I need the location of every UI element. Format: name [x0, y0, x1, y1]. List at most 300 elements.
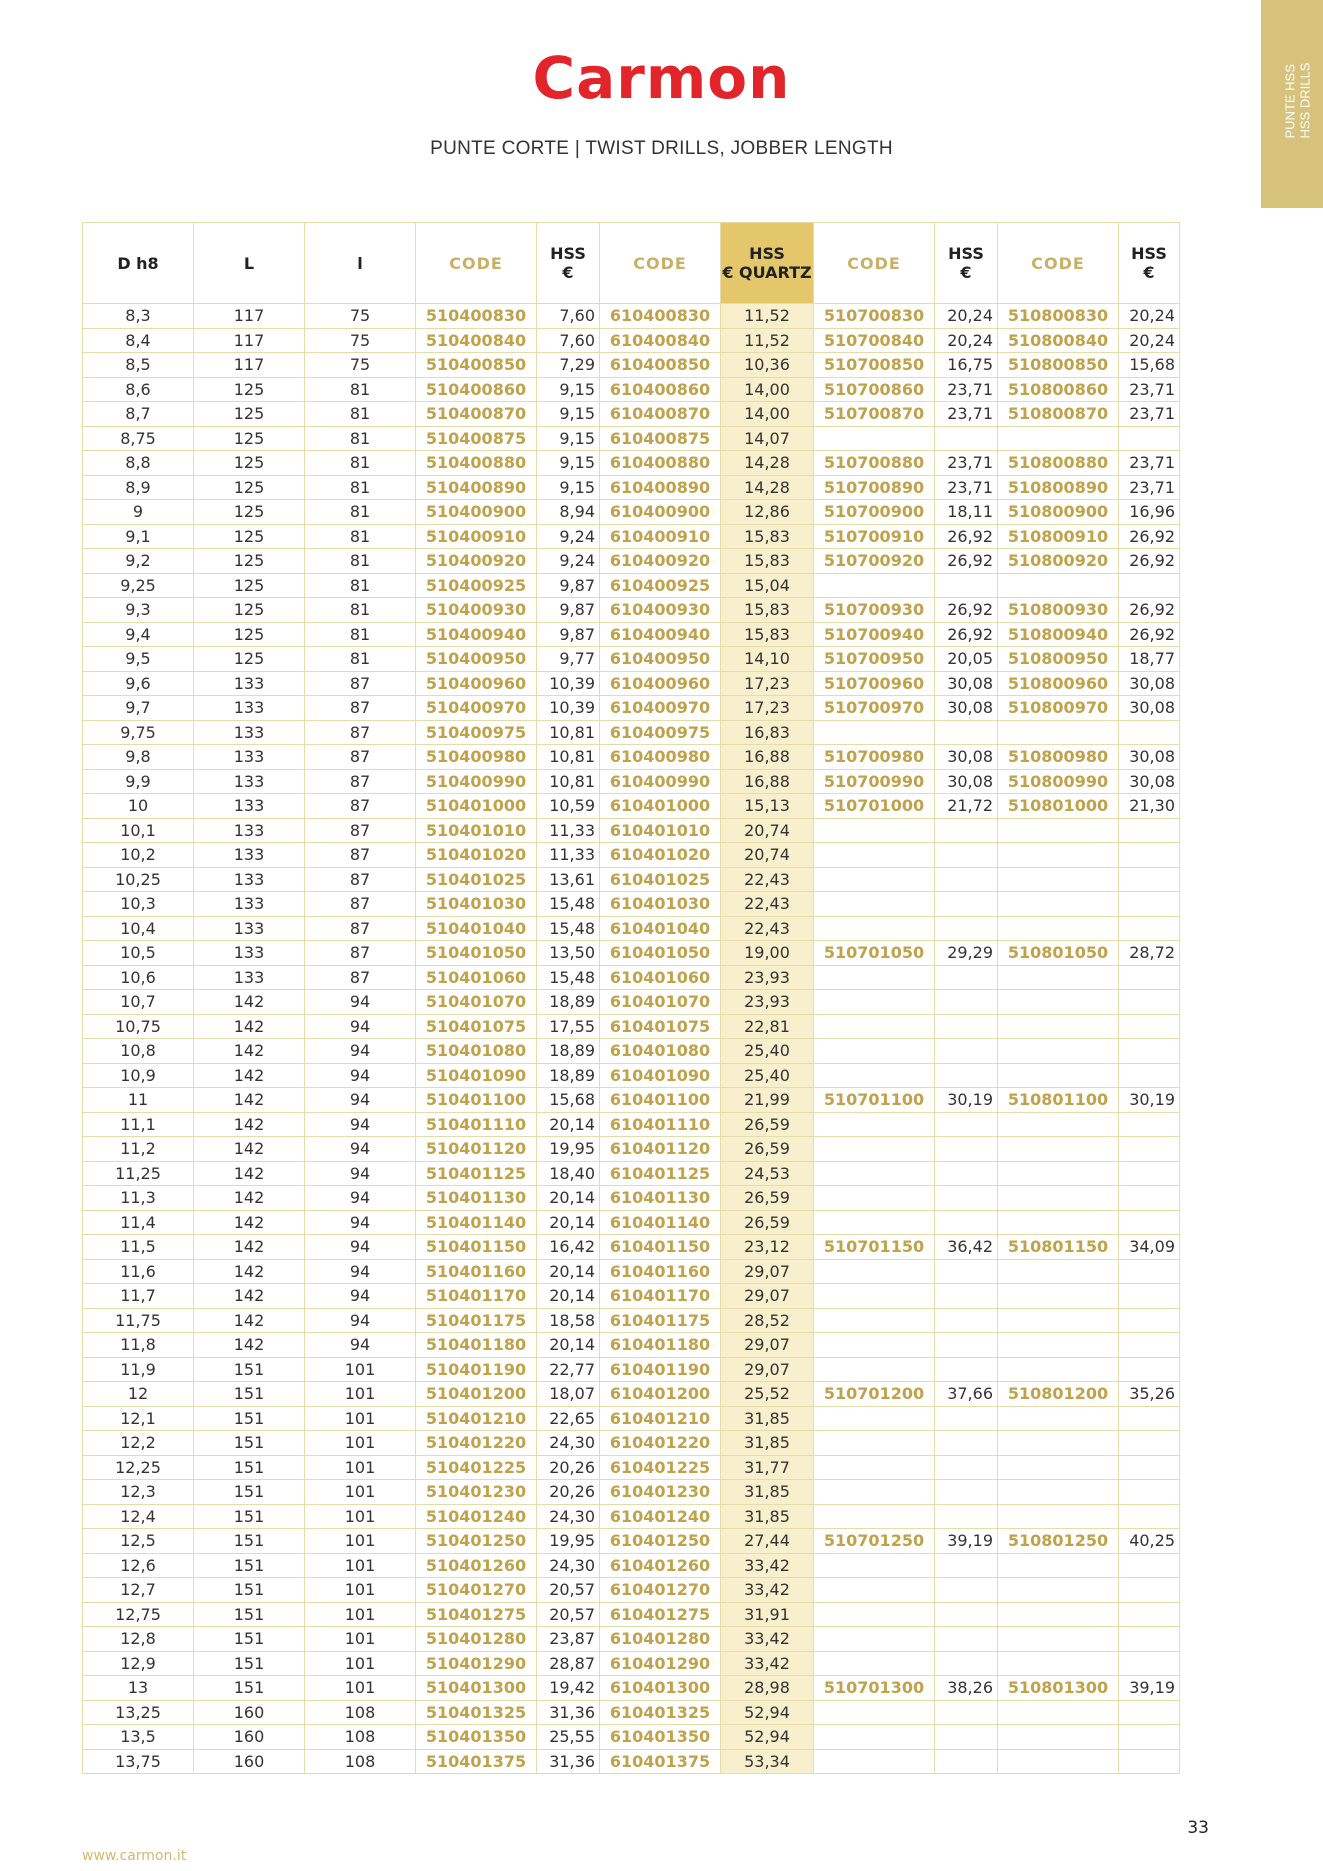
product-code-cell — [814, 1406, 935, 1431]
table-cell: 37,66 — [935, 1382, 998, 1407]
table-cell: 160 — [194, 1700, 305, 1725]
table-cell: 94 — [305, 1112, 416, 1137]
product-code-cell: 510401290 — [416, 1651, 537, 1676]
table-cell: 23,87 — [537, 1627, 600, 1652]
product-code-cell: 510701250 — [814, 1529, 935, 1554]
product-code-cell — [998, 1406, 1119, 1431]
product-code-cell: 510800850 — [998, 353, 1119, 378]
table-cell: 18,07 — [537, 1382, 600, 1407]
product-code-cell: 610400920 — [600, 549, 721, 574]
product-code-cell: 510801000 — [998, 794, 1119, 819]
product-code-cell — [814, 916, 935, 941]
column-header-line2: € QUARTZ — [722, 263, 812, 282]
table-cell: 20,24 — [935, 328, 998, 353]
table-cell: 39,19 — [935, 1529, 998, 1554]
table-cell — [1119, 1063, 1180, 1088]
table-cell: 26,59 — [721, 1210, 814, 1235]
table-cell: 8,6 — [83, 377, 194, 402]
table-cell: 23,71 — [1119, 475, 1180, 500]
table-cell: 7,60 — [537, 328, 600, 353]
table-cell: 30,08 — [1119, 671, 1180, 696]
table-row — [83, 916, 1180, 941]
column-header — [305, 223, 416, 304]
product-code-cell: 510401190 — [416, 1357, 537, 1382]
product-code-cell — [814, 1504, 935, 1529]
page-subtitle: PUNTE CORTE | TWIST DRILLS, JOBBER LENGTH — [430, 138, 893, 159]
table-cell: 94 — [305, 1088, 416, 1113]
product-code-cell: 510401070 — [416, 990, 537, 1015]
table-cell: 87 — [305, 769, 416, 794]
product-code-cell: 510700910 — [814, 524, 935, 549]
table-cell: 151 — [194, 1529, 305, 1554]
table-cell: 20,74 — [721, 818, 814, 843]
product-code-cell: 610400990 — [600, 769, 721, 794]
product-code-cell — [998, 1431, 1119, 1456]
table-cell: 9,24 — [537, 524, 600, 549]
product-code-cell — [814, 1259, 935, 1284]
table-cell: 11,9 — [83, 1357, 194, 1382]
product-code-cell: 610401175 — [600, 1308, 721, 1333]
table-cell: 9,1 — [83, 524, 194, 549]
product-code-cell: 510401075 — [416, 1014, 537, 1039]
product-code-cell: 610401150 — [600, 1235, 721, 1260]
table-cell: 75 — [305, 328, 416, 353]
table-cell: 30,08 — [1119, 769, 1180, 794]
page-number: 33 — [1187, 1818, 1209, 1838]
table-row — [83, 794, 1180, 819]
product-code-cell — [998, 843, 1119, 868]
product-code-cell: 610400930 — [600, 598, 721, 623]
table-cell: 133 — [194, 916, 305, 941]
product-code-cell — [998, 1725, 1119, 1750]
table-row — [83, 598, 1180, 623]
table-cell: 133 — [194, 696, 305, 721]
table-cell: 12,3 — [83, 1480, 194, 1505]
product-code-cell: 510400920 — [416, 549, 537, 574]
table-cell: 108 — [305, 1725, 416, 1750]
table-cell: 11,5 — [83, 1235, 194, 1260]
product-code-cell: 510401260 — [416, 1553, 537, 1578]
table-cell — [935, 1186, 998, 1211]
table-cell: 10,39 — [537, 696, 600, 721]
table-cell: 8,4 — [83, 328, 194, 353]
product-code-cell — [998, 1455, 1119, 1480]
product-code-cell — [814, 1112, 935, 1137]
table-cell: 22,77 — [537, 1357, 600, 1382]
table-cell: 35,26 — [1119, 1382, 1180, 1407]
table-cell: 151 — [194, 1578, 305, 1603]
table-cell: 29,07 — [721, 1259, 814, 1284]
product-code-cell — [814, 867, 935, 892]
table-cell: 13,25 — [83, 1700, 194, 1725]
product-code-cell: 510401200 — [416, 1382, 537, 1407]
product-code-cell: 510700990 — [814, 769, 935, 794]
table-cell: 125 — [194, 598, 305, 623]
product-code-cell — [814, 1455, 935, 1480]
table-row — [83, 1480, 1180, 1505]
table-cell: 142 — [194, 1308, 305, 1333]
table-cell: 101 — [305, 1382, 416, 1407]
product-code-cell — [998, 1039, 1119, 1064]
column-header — [83, 223, 194, 304]
table-cell: 101 — [305, 1627, 416, 1652]
table-cell: 10,39 — [537, 671, 600, 696]
table-cell: 28,52 — [721, 1308, 814, 1333]
table-row — [83, 1578, 1180, 1603]
table-row — [83, 1039, 1180, 1064]
table-cell: 94 — [305, 1210, 416, 1235]
table-cell: 12 — [83, 1382, 194, 1407]
product-code-cell — [814, 1210, 935, 1235]
column-header — [998, 223, 1119, 304]
product-code-cell: 510401080 — [416, 1039, 537, 1064]
product-code-cell: 510401040 — [416, 916, 537, 941]
product-code-cell: 510400925 — [416, 573, 537, 598]
product-code-cell: 610400840 — [600, 328, 721, 353]
table-cell — [1119, 1602, 1180, 1627]
section-tab-line2: HSS DRILLS — [1297, 62, 1313, 139]
product-code-cell: 510701300 — [814, 1676, 935, 1701]
column-header — [814, 223, 935, 304]
product-code-cell: 610400880 — [600, 451, 721, 476]
table-cell — [935, 843, 998, 868]
table-cell: 26,92 — [1119, 622, 1180, 647]
table-cell — [1119, 1627, 1180, 1652]
table-row — [83, 500, 1180, 525]
table-cell — [935, 426, 998, 451]
product-code-cell — [814, 892, 935, 917]
product-code-cell: 610400875 — [600, 426, 721, 451]
product-code-cell: 510401110 — [416, 1112, 537, 1137]
table-cell: 20,14 — [537, 1210, 600, 1235]
product-code-cell — [998, 867, 1119, 892]
table-cell: 10,75 — [83, 1014, 194, 1039]
table-cell: 94 — [305, 1161, 416, 1186]
product-code-cell — [814, 1651, 935, 1676]
product-code-cell: 610401140 — [600, 1210, 721, 1235]
product-code-cell: 610400950 — [600, 647, 721, 672]
table-cell — [1119, 1210, 1180, 1235]
table-cell: 22,43 — [721, 867, 814, 892]
table-cell — [935, 818, 998, 843]
table-cell: 101 — [305, 1553, 416, 1578]
table-cell — [1119, 1455, 1180, 1480]
table-cell: 151 — [194, 1455, 305, 1480]
column-header-line1: D h8 — [117, 253, 159, 273]
table-cell: 20,05 — [935, 647, 998, 672]
table-cell: 101 — [305, 1602, 416, 1627]
product-code-cell — [998, 1333, 1119, 1358]
product-code-cell: 510700980 — [814, 745, 935, 770]
table-cell — [1119, 1700, 1180, 1725]
table-cell: 21,99 — [721, 1088, 814, 1113]
product-code-cell: 510401175 — [416, 1308, 537, 1333]
product-code-cell: 510401090 — [416, 1063, 537, 1088]
table-cell: 125 — [194, 573, 305, 598]
table-row — [83, 1676, 1180, 1701]
product-code-cell — [814, 843, 935, 868]
table-cell — [935, 965, 998, 990]
table-cell: 33,42 — [721, 1651, 814, 1676]
table-cell: 81 — [305, 402, 416, 427]
table-cell: 9,15 — [537, 451, 600, 476]
product-code-cell — [998, 1014, 1119, 1039]
table-cell: 24,30 — [537, 1504, 600, 1529]
table-cell: 10,59 — [537, 794, 600, 819]
table-cell: 10 — [83, 794, 194, 819]
product-code-cell — [814, 1725, 935, 1750]
product-code-cell — [998, 1700, 1119, 1725]
table-cell: 151 — [194, 1382, 305, 1407]
table-cell: 11,52 — [721, 304, 814, 329]
table-cell: 9,15 — [537, 377, 600, 402]
table-cell — [1119, 1651, 1180, 1676]
table-cell: 9,6 — [83, 671, 194, 696]
product-code-cell: 510400870 — [416, 402, 537, 427]
table-cell: 22,81 — [721, 1014, 814, 1039]
table-cell: 11,8 — [83, 1333, 194, 1358]
table-cell: 31,36 — [537, 1749, 600, 1774]
table-cell: 21,72 — [935, 794, 998, 819]
table-cell — [935, 720, 998, 745]
table-cell: 18,58 — [537, 1308, 600, 1333]
table-row — [83, 990, 1180, 1015]
table-cell: 142 — [194, 1137, 305, 1162]
table-row — [83, 475, 1180, 500]
table-cell: 125 — [194, 524, 305, 549]
product-code-cell: 510401125 — [416, 1161, 537, 1186]
table-cell: 133 — [194, 843, 305, 868]
table-cell: 31,85 — [721, 1504, 814, 1529]
table-cell: 125 — [194, 622, 305, 647]
table-cell: 29,07 — [721, 1333, 814, 1358]
table-cell: 108 — [305, 1700, 416, 1725]
table-cell — [935, 1137, 998, 1162]
table-cell: 19,42 — [537, 1676, 600, 1701]
product-code-cell — [814, 1602, 935, 1627]
table-cell: 15,83 — [721, 549, 814, 574]
table-cell — [1119, 1284, 1180, 1309]
product-code-cell: 610401230 — [600, 1480, 721, 1505]
table-cell: 81 — [305, 500, 416, 525]
product-code-cell: 510701050 — [814, 941, 935, 966]
column-header-line1: CODE — [1031, 253, 1085, 273]
product-code-cell: 610401025 — [600, 867, 721, 892]
table-cell: 20,26 — [537, 1480, 600, 1505]
table-cell: 25,52 — [721, 1382, 814, 1407]
table-cell: 33,42 — [721, 1553, 814, 1578]
table-cell: 13,5 — [83, 1725, 194, 1750]
table-cell: 94 — [305, 1186, 416, 1211]
table-cell: 101 — [305, 1431, 416, 1456]
table-cell: 94 — [305, 1039, 416, 1064]
table-cell: 8,3 — [83, 304, 194, 329]
table-row — [83, 1431, 1180, 1456]
table-cell: 9,15 — [537, 426, 600, 451]
product-code-cell: 610401300 — [600, 1676, 721, 1701]
table-cell: 142 — [194, 1210, 305, 1235]
product-code-cell — [998, 1112, 1119, 1137]
table-cell: 27,44 — [721, 1529, 814, 1554]
table-cell: 19,95 — [537, 1529, 600, 1554]
table-cell — [1119, 1578, 1180, 1603]
table-cell: 26,92 — [1119, 598, 1180, 623]
table-cell: 94 — [305, 990, 416, 1015]
product-code-cell: 510800840 — [998, 328, 1119, 353]
table-row — [83, 720, 1180, 745]
table-cell: 20,14 — [537, 1333, 600, 1358]
product-code-cell: 610401130 — [600, 1186, 721, 1211]
product-code-cell — [998, 990, 1119, 1015]
table-cell: 23,71 — [935, 377, 998, 402]
table-cell: 15,48 — [537, 892, 600, 917]
product-code-cell: 510800900 — [998, 500, 1119, 525]
table-row — [83, 1161, 1180, 1186]
table-cell: 12,1 — [83, 1406, 194, 1431]
table-cell: 94 — [305, 1137, 416, 1162]
table-cell: 13,75 — [83, 1749, 194, 1774]
table-cell: 14,10 — [721, 647, 814, 672]
product-code-cell: 510401220 — [416, 1431, 537, 1456]
table-cell: 10,81 — [537, 745, 600, 770]
table-cell: 133 — [194, 892, 305, 917]
table-row — [83, 1553, 1180, 1578]
table-cell — [1119, 965, 1180, 990]
table-cell: 151 — [194, 1602, 305, 1627]
product-code-cell: 510801150 — [998, 1235, 1119, 1260]
table-cell: 16,83 — [721, 720, 814, 745]
product-code-cell: 510800870 — [998, 402, 1119, 427]
table-cell: 101 — [305, 1455, 416, 1480]
product-code-cell: 510700830 — [814, 304, 935, 329]
table-cell: 15,83 — [721, 524, 814, 549]
table-cell: 75 — [305, 304, 416, 329]
table-cell: 81 — [305, 524, 416, 549]
table-cell: 87 — [305, 965, 416, 990]
table-cell: 34,09 — [1119, 1235, 1180, 1260]
table-cell: 87 — [305, 843, 416, 868]
table-cell: 81 — [305, 377, 416, 402]
table-cell — [935, 1161, 998, 1186]
table-cell — [1119, 426, 1180, 451]
table-cell: 10,1 — [83, 818, 194, 843]
table-cell: 101 — [305, 1406, 416, 1431]
table-cell: 18,89 — [537, 1063, 600, 1088]
table-cell — [1119, 892, 1180, 917]
table-cell: 20,24 — [1119, 304, 1180, 329]
table-cell: 20,57 — [537, 1578, 600, 1603]
column-header — [194, 223, 305, 304]
table-cell: 142 — [194, 1161, 305, 1186]
product-code-cell — [998, 818, 1119, 843]
table-cell — [1119, 720, 1180, 745]
product-code-cell: 610400925 — [600, 573, 721, 598]
table-cell: 14,00 — [721, 377, 814, 402]
table-cell: 11,75 — [83, 1308, 194, 1333]
table-cell: 52,94 — [721, 1700, 814, 1725]
table-cell: 22,43 — [721, 892, 814, 917]
table-cell: 11,6 — [83, 1259, 194, 1284]
table-cell: 8,9 — [83, 475, 194, 500]
product-code-cell: 610401010 — [600, 818, 721, 843]
table-row — [83, 1504, 1180, 1529]
product-code-cell: 610401220 — [600, 1431, 721, 1456]
table-cell: 10,5 — [83, 941, 194, 966]
product-code-cell: 510701100 — [814, 1088, 935, 1113]
product-code-cell — [814, 1284, 935, 1309]
product-code-cell: 610401210 — [600, 1406, 721, 1431]
table-row — [83, 426, 1180, 451]
table-cell: 20,14 — [537, 1259, 600, 1284]
product-code-cell: 510401230 — [416, 1480, 537, 1505]
column-header-line1: HSS — [749, 244, 785, 263]
table-cell: 142 — [194, 1284, 305, 1309]
table-cell: 26,92 — [935, 622, 998, 647]
table-cell: 29,07 — [721, 1357, 814, 1382]
table-row — [83, 1259, 1180, 1284]
table-cell: 30,08 — [935, 671, 998, 696]
product-code-cell: 610401350 — [600, 1725, 721, 1750]
table-cell: 94 — [305, 1259, 416, 1284]
column-header-line1: CODE — [449, 253, 503, 273]
table-cell: 151 — [194, 1627, 305, 1652]
column-header — [537, 223, 600, 304]
table-cell: 81 — [305, 451, 416, 476]
table-cell: 24,30 — [537, 1431, 600, 1456]
table-cell: 142 — [194, 1039, 305, 1064]
table-cell: 101 — [305, 1529, 416, 1554]
product-code-cell — [814, 1014, 935, 1039]
table-row — [83, 1627, 1180, 1652]
product-code-cell: 510700930 — [814, 598, 935, 623]
table-cell: 23,93 — [721, 990, 814, 1015]
product-code-cell: 610401040 — [600, 916, 721, 941]
table-cell — [1119, 573, 1180, 598]
table-cell: 12,7 — [83, 1578, 194, 1603]
product-code-cell: 510700860 — [814, 377, 935, 402]
table-cell: 94 — [305, 1014, 416, 1039]
table-row — [83, 1700, 1180, 1725]
table-cell: 26,92 — [935, 524, 998, 549]
table-row — [83, 1137, 1180, 1162]
table-cell: 14,28 — [721, 451, 814, 476]
table-cell: 10,81 — [537, 720, 600, 745]
table-cell — [935, 1333, 998, 1358]
product-code-cell: 510800940 — [998, 622, 1119, 647]
table-cell: 18,40 — [537, 1161, 600, 1186]
table-cell: 94 — [305, 1333, 416, 1358]
product-code-cell: 510401120 — [416, 1137, 537, 1162]
product-code-cell: 510400830 — [416, 304, 537, 329]
table-cell: 75 — [305, 353, 416, 378]
table-cell: 142 — [194, 1088, 305, 1113]
table-cell: 81 — [305, 622, 416, 647]
product-code-cell: 510401050 — [416, 941, 537, 966]
footer-website-link[interactable]: www.carmon.it — [82, 1848, 187, 1864]
table-cell: 28,87 — [537, 1651, 600, 1676]
product-code-cell: 610401170 — [600, 1284, 721, 1309]
product-code-cell: 610400910 — [600, 524, 721, 549]
column-header-line1: CODE — [847, 253, 901, 273]
product-code-cell — [998, 1259, 1119, 1284]
product-code-cell: 510800890 — [998, 475, 1119, 500]
table-row — [83, 1284, 1180, 1309]
product-code-cell — [814, 1137, 935, 1162]
product-code-cell: 610401325 — [600, 1700, 721, 1725]
table-cell: 133 — [194, 745, 305, 770]
product-code-cell: 510700840 — [814, 328, 935, 353]
product-code-cell — [998, 1651, 1119, 1676]
